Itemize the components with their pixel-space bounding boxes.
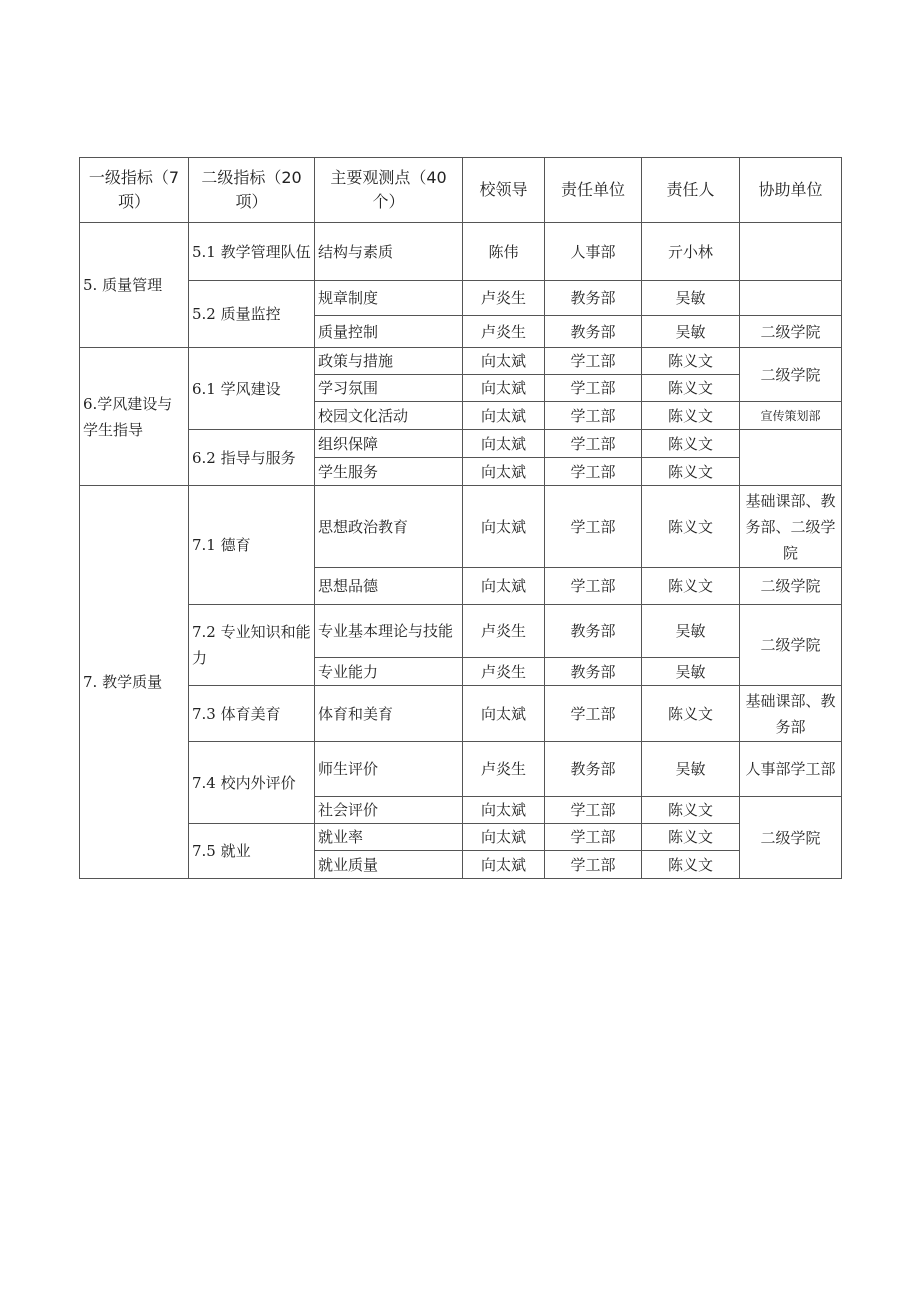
- observation-cell: 质量控制: [315, 316, 463, 348]
- level2-cell: 6.2 指导与服务: [189, 430, 315, 486]
- level1-cell: 6.学风建设与学生指导: [80, 348, 189, 486]
- leader-cell: 卢炎生: [463, 742, 545, 797]
- leader-cell: 向太斌: [463, 402, 545, 430]
- assist-cell: [740, 223, 842, 281]
- person-cell: 吴敏: [642, 605, 740, 658]
- assist-cell: [740, 281, 842, 316]
- header-observation: 主要观测点（40 个）: [315, 158, 463, 223]
- leader-cell: 向太斌: [463, 348, 545, 375]
- observation-cell: 结构与素质: [315, 223, 463, 281]
- table-row: [80, 281, 842, 316]
- unit-cell: 学工部: [545, 375, 642, 402]
- person-cell: 陈义文: [642, 375, 740, 402]
- observation-cell: 学习氛围: [315, 375, 463, 402]
- person-cell: 陈义文: [642, 402, 740, 430]
- assist-cell: 二级学院: [740, 797, 842, 879]
- observation-cell: 师生评价: [315, 742, 463, 797]
- person-cell: 陈义文: [642, 348, 740, 375]
- person-cell: 陈义文: [642, 824, 740, 851]
- indicator-table: [79, 157, 842, 879]
- assist-cell: 二级学院: [740, 605, 842, 686]
- level2-cell: 7.5 就业: [189, 824, 315, 879]
- table-row: [80, 430, 842, 458]
- unit-cell: 人事部: [545, 223, 642, 281]
- unit-cell: 学工部: [545, 797, 642, 824]
- leader-cell: 向太斌: [463, 797, 545, 824]
- leader-cell: 卢炎生: [463, 605, 545, 658]
- observation-cell: 就业质量: [315, 851, 463, 879]
- unit-cell: 教务部: [545, 316, 642, 348]
- level2-cell: 7.4 校内外评价: [189, 742, 315, 824]
- leader-cell: 向太斌: [463, 486, 545, 568]
- unit-cell: 学工部: [545, 851, 642, 879]
- observation-cell: 思想品德: [315, 568, 463, 605]
- observation-cell: 思想政治教育: [315, 486, 463, 568]
- unit-cell: 学工部: [545, 824, 642, 851]
- unit-cell: 学工部: [545, 486, 642, 568]
- level1-cell: 7. 教学质量: [80, 486, 189, 879]
- table-row: [80, 686, 842, 742]
- person-cell: 陈义文: [642, 568, 740, 605]
- observation-cell: 校园文化活动: [315, 402, 463, 430]
- header-level1: 一级指标（7 项）: [80, 158, 189, 223]
- person-cell: 陈义文: [642, 486, 740, 568]
- unit-cell: 教务部: [545, 281, 642, 316]
- person-cell: 陈义文: [642, 686, 740, 742]
- table-row: [80, 223, 842, 281]
- leader-cell: 向太斌: [463, 375, 545, 402]
- unit-cell: 学工部: [545, 402, 642, 430]
- unit-cell: 教务部: [545, 742, 642, 797]
- assist-cell: 二级学院: [740, 348, 842, 402]
- unit-cell: 学工部: [545, 348, 642, 375]
- table-row: [80, 605, 842, 658]
- assist-cell: 宣传策划部: [740, 402, 842, 430]
- observation-cell: 专业能力: [315, 658, 463, 686]
- header-person: 责任人: [642, 158, 740, 223]
- observation-cell: 学生服务: [315, 458, 463, 486]
- table-row: [80, 486, 842, 568]
- person-cell: 亓小林: [642, 223, 740, 281]
- unit-cell: 学工部: [545, 430, 642, 458]
- level1-cell: 5. 质量管理: [80, 223, 189, 348]
- level2-cell: 5.1 教学管理队伍: [189, 223, 315, 281]
- observation-cell: 体育和美育: [315, 686, 463, 742]
- assist-cell: 二级学院: [740, 568, 842, 605]
- person-cell: 吴敏: [642, 281, 740, 316]
- table-row: [80, 348, 842, 375]
- assist-cell: [740, 430, 842, 486]
- observation-cell: 规章制度: [315, 281, 463, 316]
- header-assist: 协助单位: [740, 158, 842, 223]
- person-cell: 吴敏: [642, 658, 740, 686]
- level2-cell: 7.1 德育: [189, 486, 315, 605]
- header-level2: 二级指标（20 项）: [189, 158, 315, 223]
- assist-cell: 基础课部、教务部: [740, 686, 842, 742]
- header-row: [80, 158, 842, 223]
- assist-cell: 基础课部、教务部、二级学院: [740, 486, 842, 568]
- table-row: [80, 824, 842, 851]
- person-cell: 吴敏: [642, 742, 740, 797]
- header-leader: 校领导: [463, 158, 545, 223]
- person-cell: 陈义文: [642, 430, 740, 458]
- person-cell: 吴敏: [642, 316, 740, 348]
- leader-cell: 卢炎生: [463, 281, 545, 316]
- observation-cell: 专业基本理论与技能: [315, 605, 463, 658]
- leader-cell: 向太斌: [463, 568, 545, 605]
- person-cell: 陈义文: [642, 458, 740, 486]
- person-cell: 陈义文: [642, 797, 740, 824]
- observation-cell: 社会评价: [315, 797, 463, 824]
- leader-cell: 陈伟: [463, 223, 545, 281]
- observation-cell: 政策与措施: [315, 348, 463, 375]
- assist-cell: 人事部学工部: [740, 742, 842, 797]
- unit-cell: 教务部: [545, 605, 642, 658]
- leader-cell: 向太斌: [463, 824, 545, 851]
- leader-cell: 向太斌: [463, 851, 545, 879]
- level2-cell: 7.2 专业知识和能力: [189, 605, 315, 686]
- level2-cell: 6.1 学风建设: [189, 348, 315, 430]
- leader-cell: 向太斌: [463, 430, 545, 458]
- unit-cell: 教务部: [545, 658, 642, 686]
- unit-cell: 学工部: [545, 568, 642, 605]
- unit-cell: 学工部: [545, 686, 642, 742]
- leader-cell: 卢炎生: [463, 316, 545, 348]
- header-unit: 责任单位: [545, 158, 642, 223]
- leader-cell: 向太斌: [463, 686, 545, 742]
- person-cell: 陈义文: [642, 851, 740, 879]
- leader-cell: 向太斌: [463, 458, 545, 486]
- observation-cell: 就业率: [315, 824, 463, 851]
- level2-cell: 5.2 质量监控: [189, 281, 315, 348]
- leader-cell: 卢炎生: [463, 658, 545, 686]
- table-row: [80, 742, 842, 797]
- observation-cell: 组织保障: [315, 430, 463, 458]
- level2-cell: 7.3 体育美育: [189, 686, 315, 742]
- assist-cell: 二级学院: [740, 316, 842, 348]
- unit-cell: 学工部: [545, 458, 642, 486]
